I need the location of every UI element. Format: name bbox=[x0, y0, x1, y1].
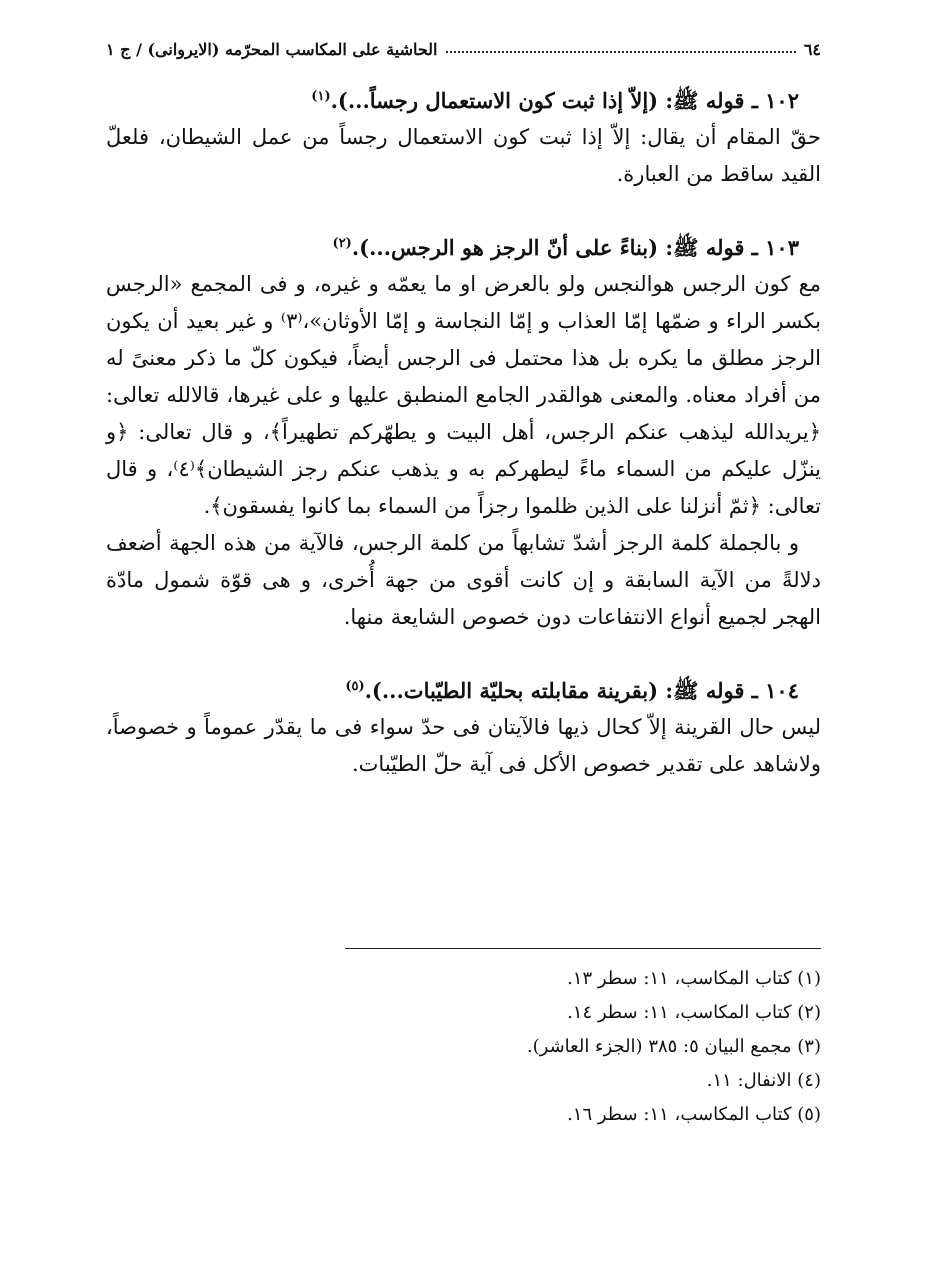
section-gap bbox=[106, 636, 821, 672]
running-title: الحاشية على المكاسب المحرّمه (الايروانى) / ج ١ bbox=[106, 39, 438, 59]
footnotes bbox=[106, 962, 821, 1132]
paragraph: ليس حال القرينة إلاّ كحال ذيها فالآيتان فى حدّ سواء فى ما يقدّر عموماً و خصوصاً، ولاشاهد على تقدير خصوص الأكل فى آية حلّ الطيّبات. bbox=[106, 715, 821, 776]
footnote-ref: (١) bbox=[311, 89, 331, 104]
footnote-separator bbox=[345, 948, 821, 949]
footnote-ref: (٢) bbox=[332, 236, 352, 251]
footnote-item: (٥) كتاب المكاسب، ١١: سطر ١٦. bbox=[567, 1104, 821, 1125]
section-heading-102: ١٠٢ ـ قوله ﷺ: (إلاّ إذا ثبت كون الاستعمال رجساً...).$^{(١)}$ bbox=[311, 88, 799, 113]
footnote-item: (٣) مجمع البيان ٥: ٣٨٥ (الجزء العاشر). bbox=[526, 1036, 821, 1057]
footnote-item: (٤) الانفال: ١١. bbox=[706, 1070, 821, 1091]
dotted-leader bbox=[446, 51, 796, 53]
running-header bbox=[106, 36, 821, 62]
paragraph: و بالجملة كلمة الرجز أشدّ تشابهاً من كلمة الرجس، فالآية من هذه الجهة أضعف دلالةً من الآية السابقة و إن كانت أقوى من جهة أُخرى، و هى قوّة شمول مادّة الهجر لجميع أنواع الانتفاعات دون خصوص الشايعة منها. bbox=[106, 531, 821, 629]
section-heading-103: ١٠٣ ـ قوله ﷺ: (بناءً على أنّ الرجز هو الرجس...).$^{(٢)}$ bbox=[332, 235, 799, 260]
page-number: ٦٤ bbox=[803, 39, 821, 59]
paragraph: مع كون الرجس هوالنجس ولو بالعرض او ما يعمّه و غيره، و فى المجمع «الرجس بكسر الراء و ضمّها إمّا العذاب و إمّا النجاسة و إمّا الأوثان»،⁽٣⁾ و غير بعيد أن يكون الرجز مطلق ما يكره بل هذا محتمل فى الرجس أيضاً، فيكون كلّ ما ذكر معنىً له من أفراد معناه. والمعنى هوالقدر الجامع المنطبق عليها و على غيرها، قالالله تعالى: ﴿يريدالله ليذهب عنكم الرجس، أهل البيت و يطهّركم تطهيراً﴾، و قال تعالى: ﴿و ينزّل عليكم من السماء ماءً ليطهركم به و يذهب عنكم رجز الشيطان﴾⁽٤⁾، و قال تعالى: ﴿ثمّ أنزلنا على الذين ظلموا رجزاً من السماء بما كانوا يفسقون﴾. bbox=[106, 272, 821, 518]
main-text bbox=[106, 82, 821, 783]
section-heading-104: ١٠٤ ـ قوله ﷺ: (بقرينة مقابلته بحليّة الطيّبات...).$^{(٥)}$ bbox=[345, 678, 799, 703]
footnote-ref: (٥) bbox=[345, 679, 365, 694]
section-gap bbox=[106, 193, 821, 229]
footnote-item: (١) كتاب المكاسب، ١١: سطر ١٣. bbox=[567, 968, 821, 989]
paragraph: حقّ المقام أن يقال: إلاّ إذا ثبت كون الاستعمال رجساً من عمل الشيطان، فلعلّ القيد ساقط من العبارة. bbox=[106, 125, 821, 186]
footnote-item: (٢) كتاب المكاسب، ١١: سطر ١٤. bbox=[567, 1002, 821, 1023]
